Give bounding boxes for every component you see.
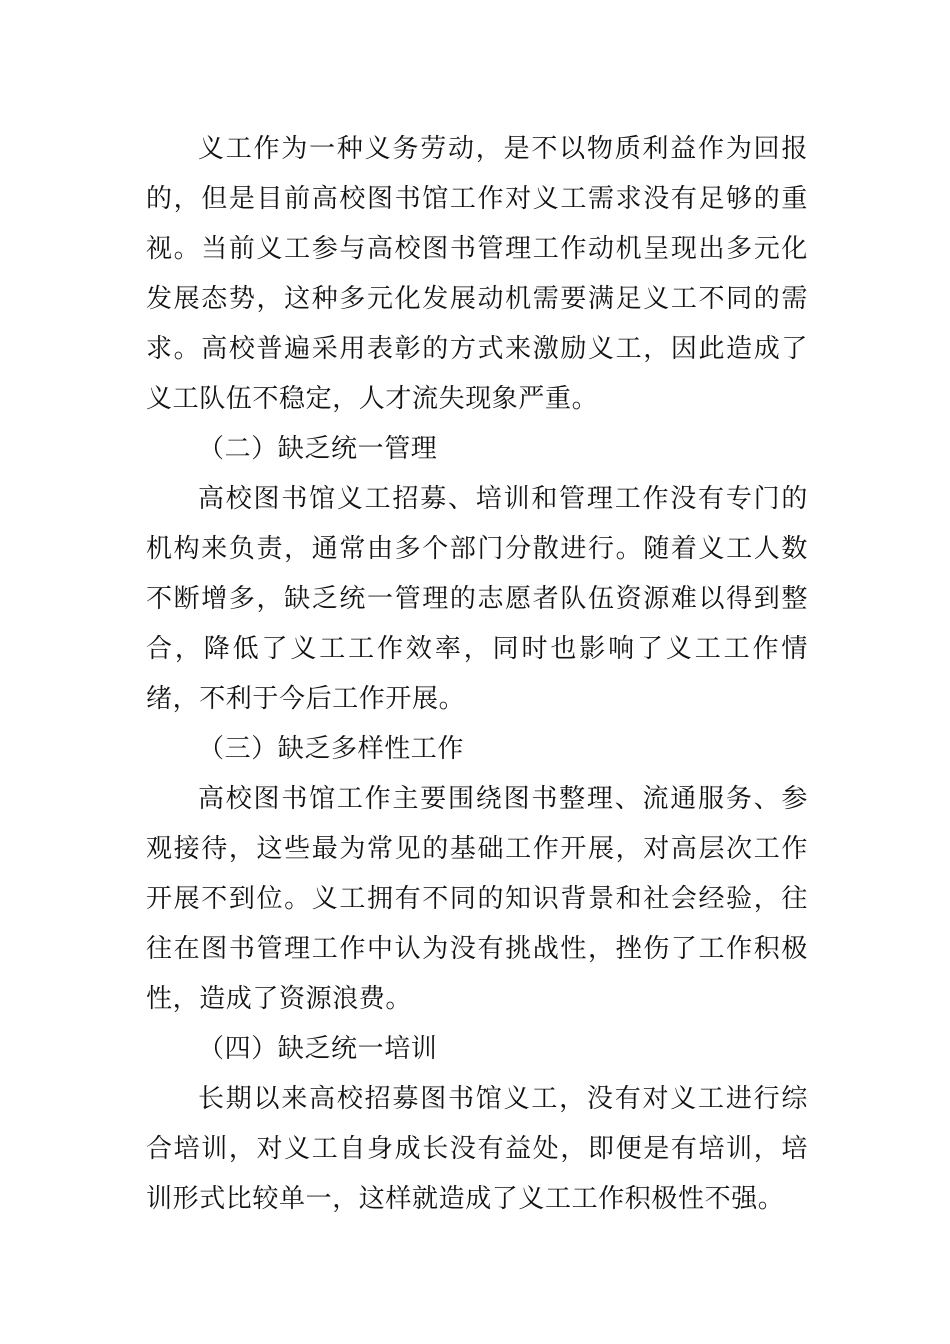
paragraph-4: 长期以来高校招募图书馆义工，没有对义工进行综合培训，对义工自身成长没有益处，即便是有培训，培训形式比较单一，这样就造成了义工工作积极性不强。 bbox=[146, 1084, 808, 1214]
section-heading-2: （二）缺乏统一管理 bbox=[198, 434, 438, 464]
paragraph-3: 高校图书馆工作主要围绕图书整理、流通服务、参观接待，这些最为常见的基础工作开展，对高层次工作开展不到位。义工拥有不同的知识背景和社会经验，往往在图书管理工作中认为没有挑战性，挫伤了工作积极性，造成了资源浪费。 bbox=[146, 784, 808, 1014]
paragraph-1: 义工作为一种义务劳动，是不以物质利益作为回报的，但是目前高校图书馆工作对义工需求没有足够的重视。当前义工参与高校图书管理工作动机呈现出多元化发展态势，这种多元化发展动机需要满足义工不同的需求。高校普遍采用表彰的方式来激励义工，因此造成了义工队伍不稳定，人才流失现象严重。 bbox=[146, 134, 808, 414]
section-heading-3: （三）缺乏多样性工作 bbox=[198, 734, 465, 764]
document-body bbox=[146, 124, 808, 1224]
paragraph-2: 高校图书馆义工招募、培训和管理工作没有专门的机构来负责，通常由多个部门分散进行。随着义工人数不断增多，缺乏统一管理的志愿者队伍资源难以得到整合，降低了义工工作效率，同时也影响了义工工作情绪，不利于今后工作开展。 bbox=[146, 484, 808, 714]
section-heading-4: （四）缺乏统一培训 bbox=[198, 1034, 438, 1064]
